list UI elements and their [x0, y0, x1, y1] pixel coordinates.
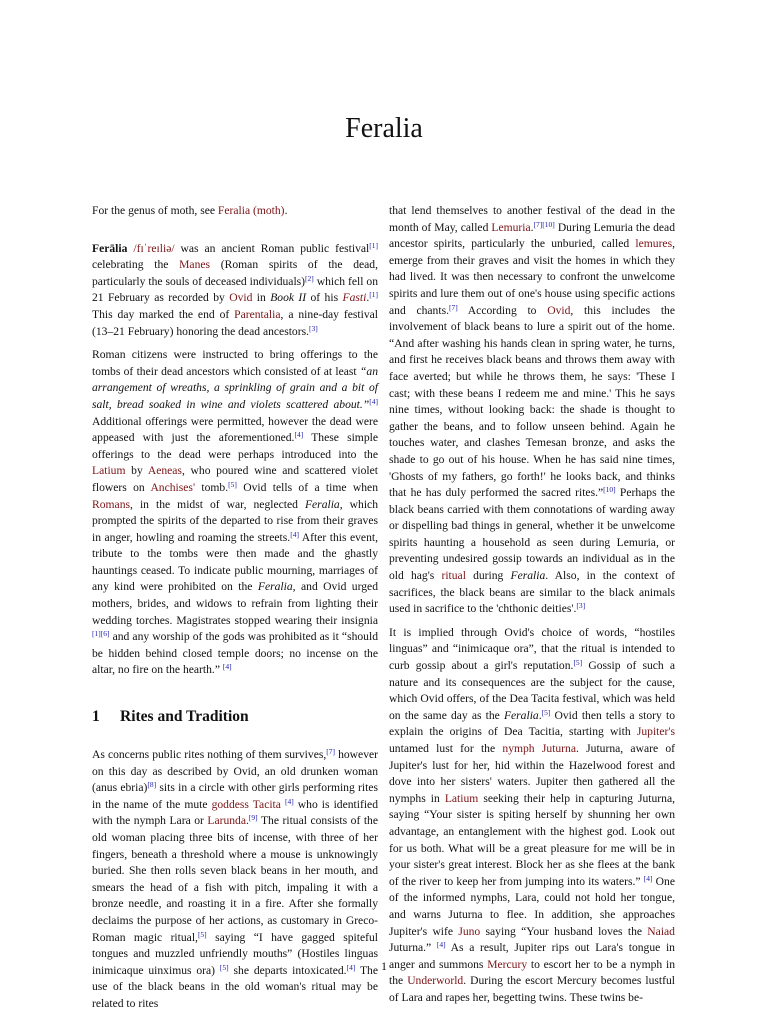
italic-text: Book II: [270, 291, 307, 305]
left-column: [92, 203, 378, 1020]
text-run: tomb.: [195, 480, 229, 494]
text-run: , in the midst of war, neglected: [130, 497, 305, 511]
wiki-link[interactable]: ritual: [441, 569, 466, 583]
text-run: .: [538, 708, 542, 722]
text-run: Gossip of such a nature and its consequences are the subject for the cause, which Ovid offers, of the Dea Tacita festival, which was held on the same day as the: [389, 659, 675, 722]
citation-ref[interactable]: [4]: [369, 396, 378, 406]
text-run: however on this day as described by Ovid, an old drunken woman (anus ebria): [92, 748, 378, 795]
wiki-link[interactable]: goddess Tacita: [211, 797, 281, 811]
page-title: Feralia: [345, 113, 423, 144]
text-run: in: [252, 291, 271, 305]
italic-text: Feralia: [257, 580, 293, 594]
section-title: Rites and Tradition: [120, 708, 249, 726]
citation-ref[interactable]: [4]: [290, 529, 299, 539]
paragraph: [389, 203, 675, 618]
italic-text: Feralia: [510, 569, 546, 583]
text-run: These simple offerings to the dead were perhaps introduced into the: [92, 431, 378, 461]
text-run: The ritual consists of the old woman placing three bits of incense, with three of her fingers, beneath a threshold where a mouse is unknowingly buried. She then rolls seven black beans in her mouth, and smears the head of a fish with pitch, impaling it with a bronze needle, and roasting it in a fire. After she formally declaims the purpose of her actions, as customary in Greco-Roman magic ritual,: [92, 814, 378, 944]
text-run: , and Ovid urged mothers, brides, and widows to refrain from lighting their wedding torches. Magistrates stopped wearing their insignia: [92, 580, 378, 627]
wiki-link[interactable]: Naiad: [647, 924, 675, 938]
citation-ref[interactable]: [8]: [147, 780, 157, 790]
citation-ref[interactable]: [5]: [228, 479, 237, 489]
hatnote-prefix: For the genus of moth, see: [92, 204, 218, 217]
citation-ref[interactable]: [4]: [643, 873, 653, 883]
citation-ref[interactable]: [1]: [369, 290, 378, 300]
text-run: , who poured wine and scattered violet flowers on: [92, 464, 378, 494]
wiki-link[interactable]: Latium: [444, 791, 479, 805]
text-run: Roman citizens were instructed to bring offerings to the tombs of their dead ancestors which consisted of at least: [92, 348, 378, 378]
wiki-link[interactable]: Lemuria: [491, 220, 531, 234]
wiki-link[interactable]: Underworld: [407, 974, 464, 988]
paragraph: [389, 625, 675, 1007]
wiki-link[interactable]: Aeneas: [147, 464, 182, 478]
wiki-link[interactable]: lemures: [635, 237, 673, 251]
wiki-link[interactable]: Romans: [92, 497, 131, 511]
citation-ref[interactable]: [5]: [541, 707, 551, 717]
page-number: 1: [381, 959, 387, 973]
italic-text: “an arrangement of wreaths, a sprinkling of grain and a bit of salt, bread soaked in wine and violets scattered about.”: [92, 364, 378, 411]
text-run: , this includes the involvement of black beans to lure a spirit out of the home. “And after washing his hands clean in spring water, he turns, and first he receives black beans and throws them away with face averted; but while he throws them, he says: 'These I cast; with these beans I redeem me and mine.' This he says nine times, without looking back: the shade is thought to gather the beans, and to follow unseen behind. Again he touches water, and clashes Temesan bronze, and asks the shade to go out of his house. When he has said nine times, 'Ghosts of my fathers, go forth!' he looks back, and thinks that he has duly performed the sacred rites.”: [389, 303, 675, 500]
text-run: saying “I have gagged spiteful tongues and muzzled unfriendly mouths” (Hostiles linguas inimicaque uinximus ora): [92, 930, 378, 977]
text-run: of his: [306, 291, 343, 305]
text-run: It is implied through Ovid's choice of words, “hostiles linguas” and “inimicaque ora”, that the ritual is intended to curb gossip about a girl's reputation.: [389, 625, 675, 673]
wiki-link[interactable]: Fasti: [342, 291, 367, 305]
italic-text: Feralia: [304, 497, 340, 511]
citation-ref[interactable]: [4]: [346, 962, 356, 972]
hatnote-link[interactable]: Feralia (moth): [217, 204, 285, 217]
wiki-link[interactable]: Mercury: [487, 957, 528, 971]
wiki-link[interactable]: Parentalia: [234, 307, 281, 321]
wiki-link[interactable]: Ovid: [229, 291, 253, 305]
text-run: . During the escort Mercury becomes lustful of Lara and rapes her, begetting twins. These twins be-: [389, 974, 676, 1004]
text-run: After this event, tribute to the tombs were then made and the ghastly hauntings ceased. To indicate public mourning, marriages of any kind were prohibited on the: [92, 530, 378, 594]
text-run: , emerge from their graves and visit the homes in which they had lived. It was then necessary to confront the unwelcome spirits and lure them out of one's house using specific actions and chants.: [389, 237, 675, 317]
text-run: untamed lust for the: [389, 742, 503, 755]
citation-ref[interactable]: [7]: [326, 747, 336, 757]
citation-ref[interactable]: [5]: [573, 658, 583, 668]
text-run: and any worship of the gods was prohibited as it “should be hidden behind closed temple doors; no incense on the altar, no fire on the hearth.”: [92, 630, 378, 677]
wiki-link[interactable]: Juno: [458, 924, 481, 938]
right-column: [389, 203, 675, 1014]
wiki-link[interactable]: /fɪˈreɪliə/: [127, 241, 175, 255]
text-run: Additional offerings were permitted, however the dead were appeased with just the aforementioned.: [92, 414, 378, 445]
text-run: Perhaps the black beans carried with them connotations of warding away or dispelling bad things in general, whether it be unwelcome spirits haunting a household as seen during Lemuria, or preventing undesired gossip towards an individual as in the old hag's: [389, 486, 675, 583]
text-run: to escort her to be a nymph in the: [389, 957, 675, 988]
citation-ref[interactable]: [4]: [294, 430, 304, 440]
text-run: she departs intoxicated.: [228, 963, 347, 977]
text-run: which fell on 21 February as recorded by: [92, 274, 379, 305]
text-run: Juturna.”: [389, 941, 437, 955]
text-run: As a result, Jupiter rips out Lara's tongue in anger and summons: [389, 941, 675, 971]
text-run: who is identified with the nymph Lara or: [92, 797, 378, 828]
text-run: by: [125, 464, 148, 478]
text-run: seeking their help in capturing Juturna, saying “Your sister is spiting herself by shunning her own advantage, an entanglement with the highest god. Look out for us both. What will be a great pleasure for me will be in your sister's great interest. Block her as she flees at the bank of the river to keep her from jumping into its waters.”: [389, 791, 675, 888]
citation-ref[interactable]: [4]: [222, 662, 232, 672]
citation-ref[interactable]: [9]: [248, 813, 258, 823]
paragraph: [92, 347, 378, 679]
citation-ref[interactable]: [5]: [219, 962, 229, 972]
wiki-link[interactable]: Manes: [179, 258, 211, 272]
section-number: 1: [92, 708, 100, 726]
text-run: that lend themselves to another festival of the dead in the month of May, called: [389, 204, 675, 234]
text-run: . Juturna, aware of Jupiter's lust for her, hid within the Hazelwood forest and dove into her sisters' waters. Jupiter then gathered all the nymphs in: [389, 742, 676, 805]
wiki-link[interactable]: Jupiter's: [636, 725, 675, 739]
text-run: celebrating the: [92, 258, 180, 272]
citation-ref[interactable]: [1][6]: [92, 629, 110, 639]
text-run: According to: [457, 303, 548, 317]
text-run: , a nine-day festival (13–21 February) honoring the dead ancestors.: [92, 307, 378, 338]
section-heading: [92, 707, 378, 727]
text-run: , which prompted the spirits of the departed to rise from their graves in anger, howling and roaming the streets.: [92, 497, 378, 544]
text-run: . Also, in the context of sacrifices, the black beans are similar to the black animals used in sacrifice to the 'chthonic deities'.: [389, 569, 676, 616]
citation-ref[interactable]: [7][10]: [533, 219, 555, 229]
text-run: This day marked the end of: [92, 307, 235, 321]
citation-ref[interactable]: [3]: [576, 601, 586, 611]
citation-ref[interactable]: [1]: [369, 240, 378, 250]
citation-ref[interactable]: [3]: [309, 323, 318, 333]
wiki-link[interactable]: Ovid: [547, 303, 571, 317]
citation-ref[interactable]: [10]: [603, 485, 616, 495]
bold-term: Ferālia: [92, 241, 128, 255]
text-run: Ovid tells of a time when: [236, 480, 379, 494]
wiki-link[interactable]: nymph Juturna: [502, 742, 576, 755]
wiki-link[interactable]: Latium: [92, 464, 126, 478]
citation-ref[interactable]: [4]: [284, 796, 294, 806]
hatnote: [92, 203, 378, 220]
text-run: saying “Your husband loves the: [480, 924, 648, 938]
hatnote-suffix: .: [284, 204, 288, 217]
italic-text: Feralia: [503, 708, 539, 722]
citation-ref[interactable]: [5]: [197, 929, 207, 939]
text-run: during: [465, 569, 511, 583]
text-run: During Lemuria the dead ancestor spirits, particularly the unburied, called: [389, 220, 675, 251]
citation-ref[interactable]: [2]: [305, 273, 314, 283]
wiki-link[interactable]: Anchises': [150, 480, 196, 494]
wiki-link[interactable]: Larunda: [207, 814, 247, 828]
citation-ref[interactable]: [7]: [448, 302, 458, 312]
text-run: One of the informed nymphs, Lara, could not hold her tongue, and warns Juturna to flee. In addition, she approaches Jupiter's wife: [389, 874, 676, 938]
text-run: .: [246, 814, 249, 828]
text-run: (Roman spirits of the dead, particularly the souls of deceased individuals): [92, 258, 378, 288]
text-run: The use of the black beans in the old woman's ritual may be related to rites: [92, 963, 378, 1010]
text-run: sits in a circle with other girls performing rites in the name of the mute: [92, 781, 378, 811]
text-run: As concerns public rites nothing of them survives,: [92, 748, 327, 762]
text-run: .: [366, 291, 370, 305]
text-run: .: [530, 220, 534, 234]
text-run: Ovid then tells a story to explain the origins of Dea Tacitia, starting with: [389, 708, 675, 739]
paragraph: [92, 241, 378, 341]
text-run: was an ancient Roman public festival: [174, 241, 370, 255]
citation-ref[interactable]: [4]: [436, 940, 446, 950]
